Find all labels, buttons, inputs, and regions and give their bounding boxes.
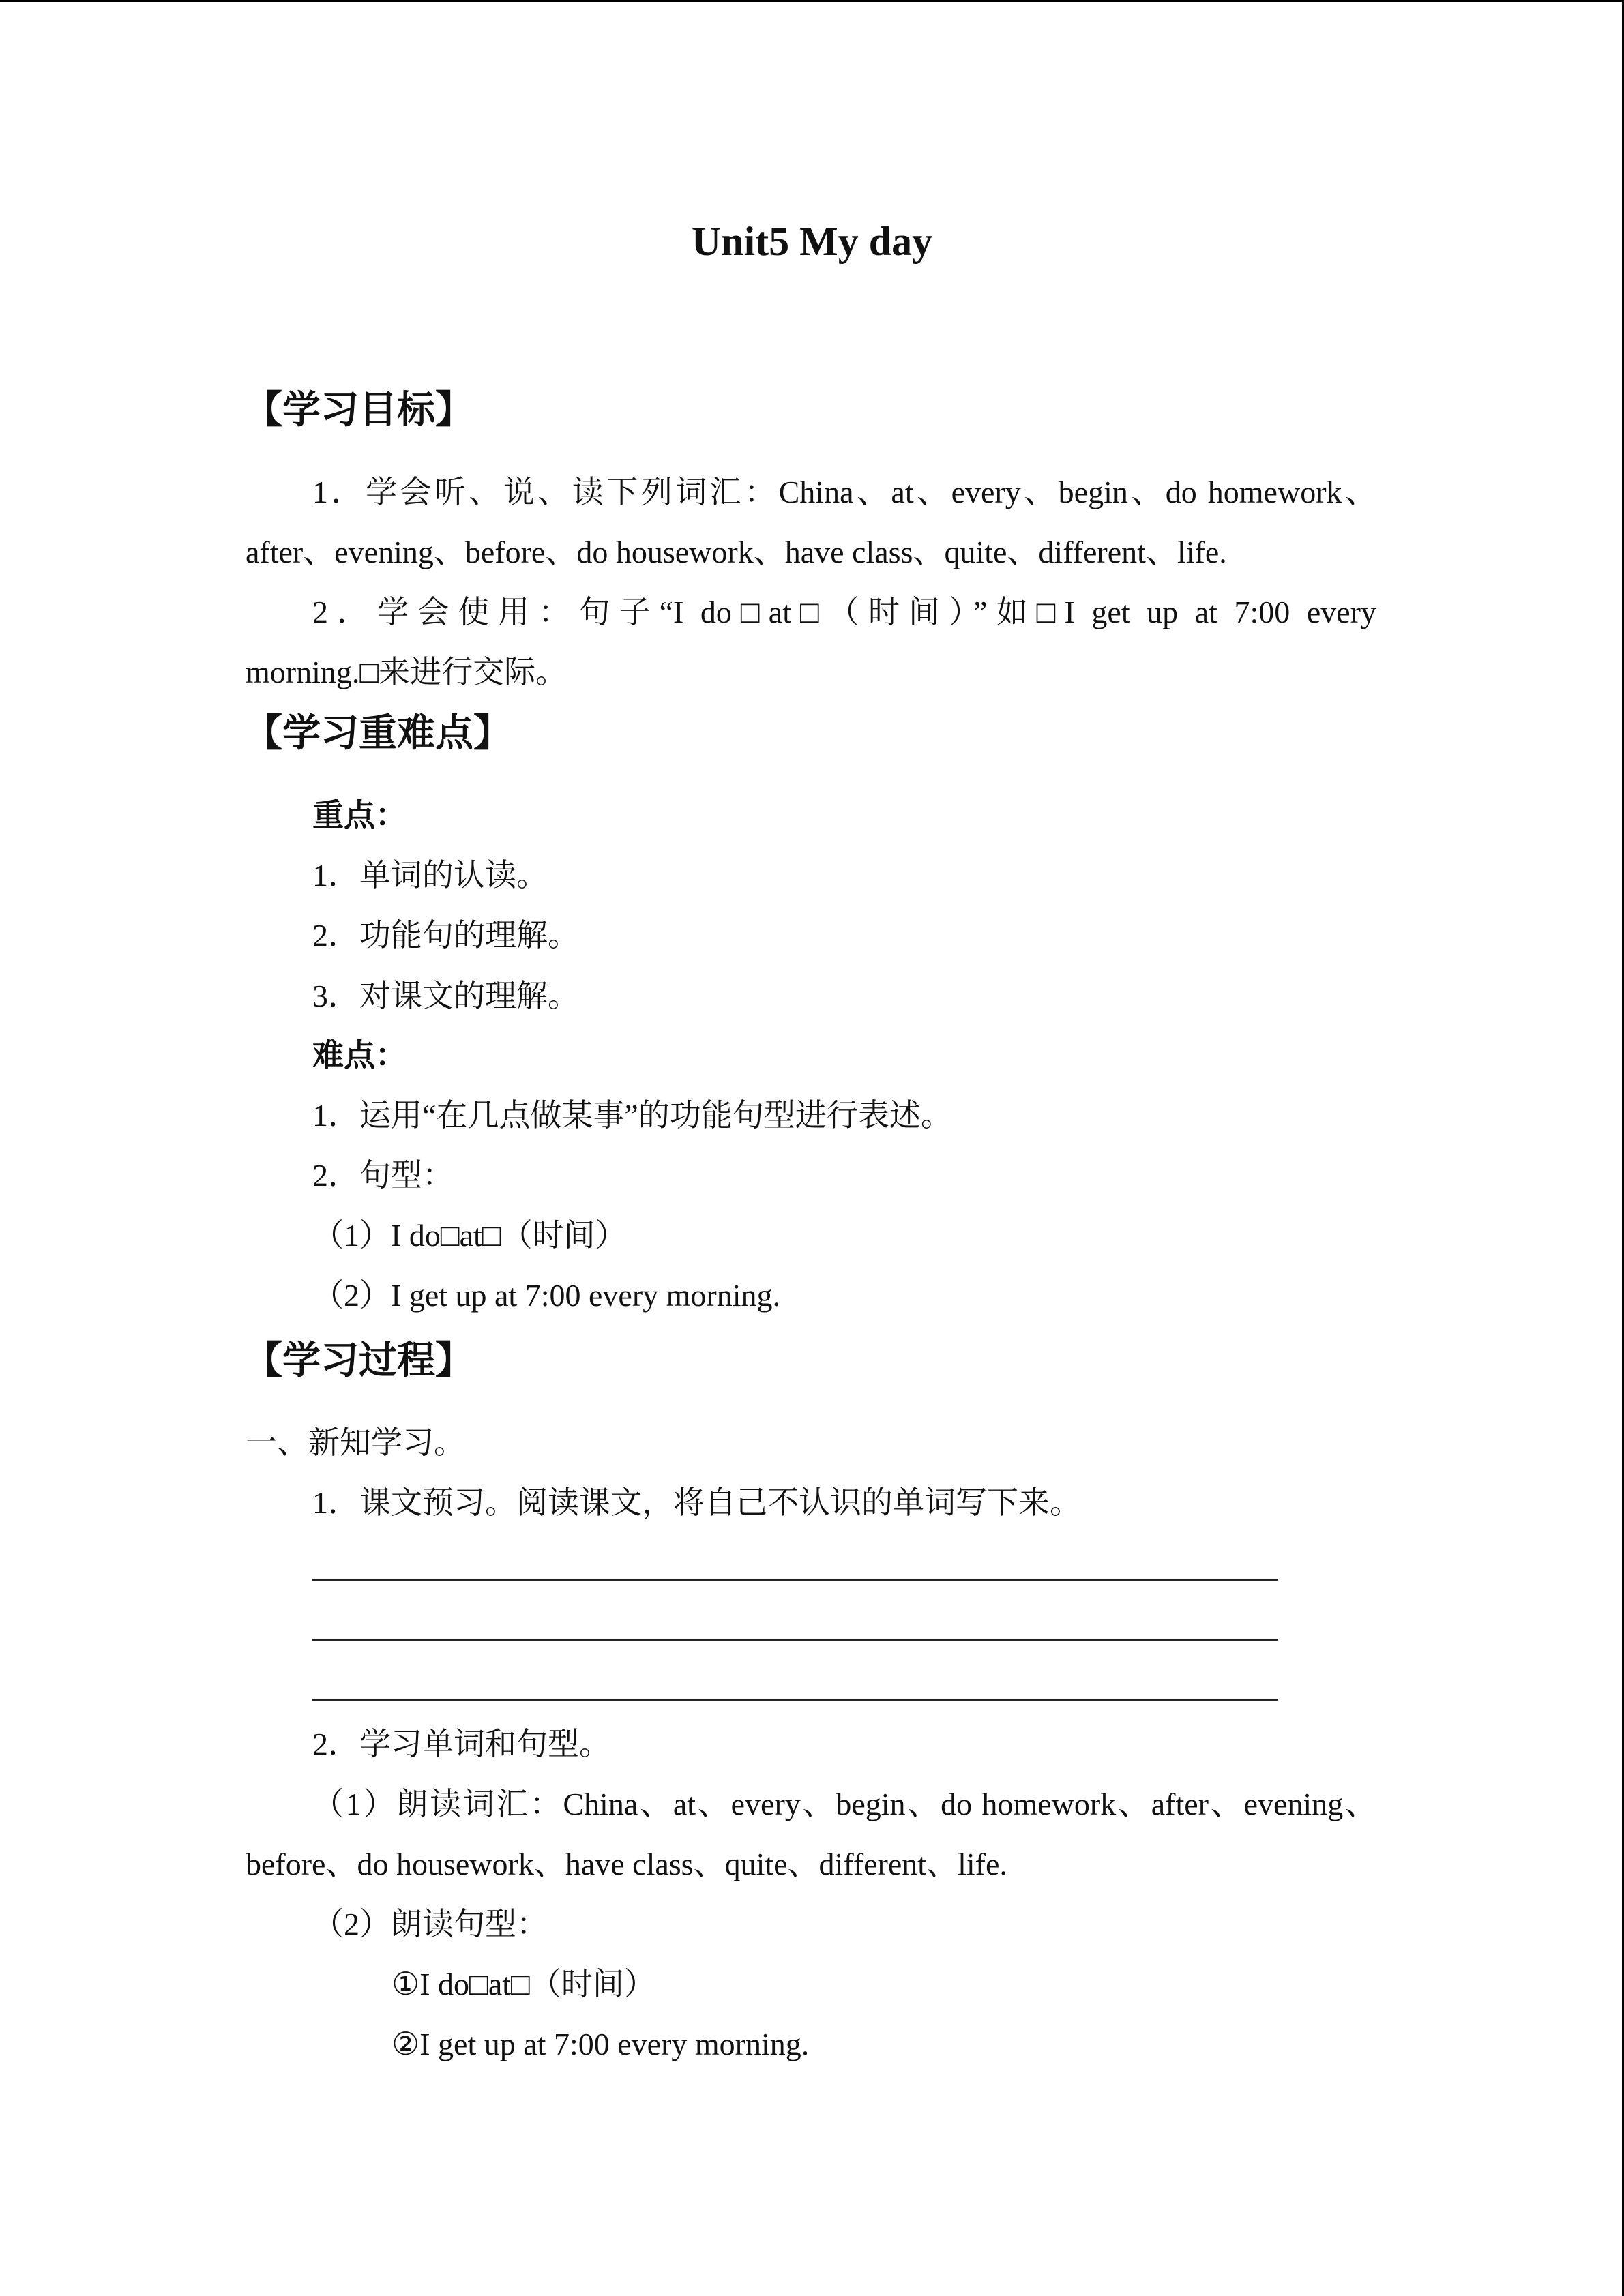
important-item-1: 1．单词的认读。 <box>312 858 548 893</box>
pattern-2: （2）I get up at 7:00 every morning. <box>312 1278 781 1313</box>
answer-line-3[interactable] <box>312 1699 1278 1701</box>
page-title: Unit5 My day <box>691 219 933 264</box>
sentence-1: ①I do□at□（时间） <box>392 1967 655 2001</box>
pattern-1: （1）I do□at□（时间） <box>312 1218 627 1253</box>
goal-item-1-line-2: after、evening、before、do housework、have class、quite、different、life. <box>246 535 1227 569</box>
vocab-line-1: （1）朗读词汇：China、at、every、begin、do homework、after、evening、 <box>312 1787 1376 1821</box>
difficult-item-2: 2．句型： <box>312 1158 454 1193</box>
goal-item-2-line-1: 2．学会使用：句子“I do□at□（时间）”如□I get up at 7:00 every <box>312 595 1376 629</box>
vocab-line-2: before、do housework、have class、quite、different、life. <box>246 1847 1007 1881</box>
important-item-2: 2．功能句的理解。 <box>312 918 579 953</box>
process-step-2: 2．学习单词和句型。 <box>312 1727 610 1761</box>
important-item-3: 3．对课文的理解。 <box>312 979 579 1013</box>
sentence-2: ②I get up at 7:00 every morning. <box>392 2027 810 2061</box>
difficult-label: 难点： <box>312 1038 407 1073</box>
section-heading-process: 【学习过程】 <box>244 1340 473 1382</box>
process-step-1: 1．课文预习。阅读课文，将自己不认识的单词写下来。 <box>312 1485 1081 1520</box>
difficult-item-1: 1．运用“在几点做某事”的功能句型进行表述。 <box>312 1098 952 1133</box>
process-part-1: 一、新知学习。 <box>246 1425 465 1460</box>
section-heading-goals: 【学习目标】 <box>244 389 473 432</box>
answer-line-1[interactable] <box>312 1579 1278 1581</box>
section-heading-key-points: 【学习重难点】 <box>244 713 512 755</box>
answer-line-2[interactable] <box>312 1639 1278 1641</box>
goal-item-1-line-1: 1．学会听、说、读下列词汇：China、at、every、begin、do homework、 <box>312 475 1376 509</box>
goal-item-2-line-2: morning.□来进行交际。 <box>246 655 567 689</box>
sentence-label: （2）朗读句型： <box>312 1907 548 1941</box>
important-label: 重点： <box>312 798 407 833</box>
